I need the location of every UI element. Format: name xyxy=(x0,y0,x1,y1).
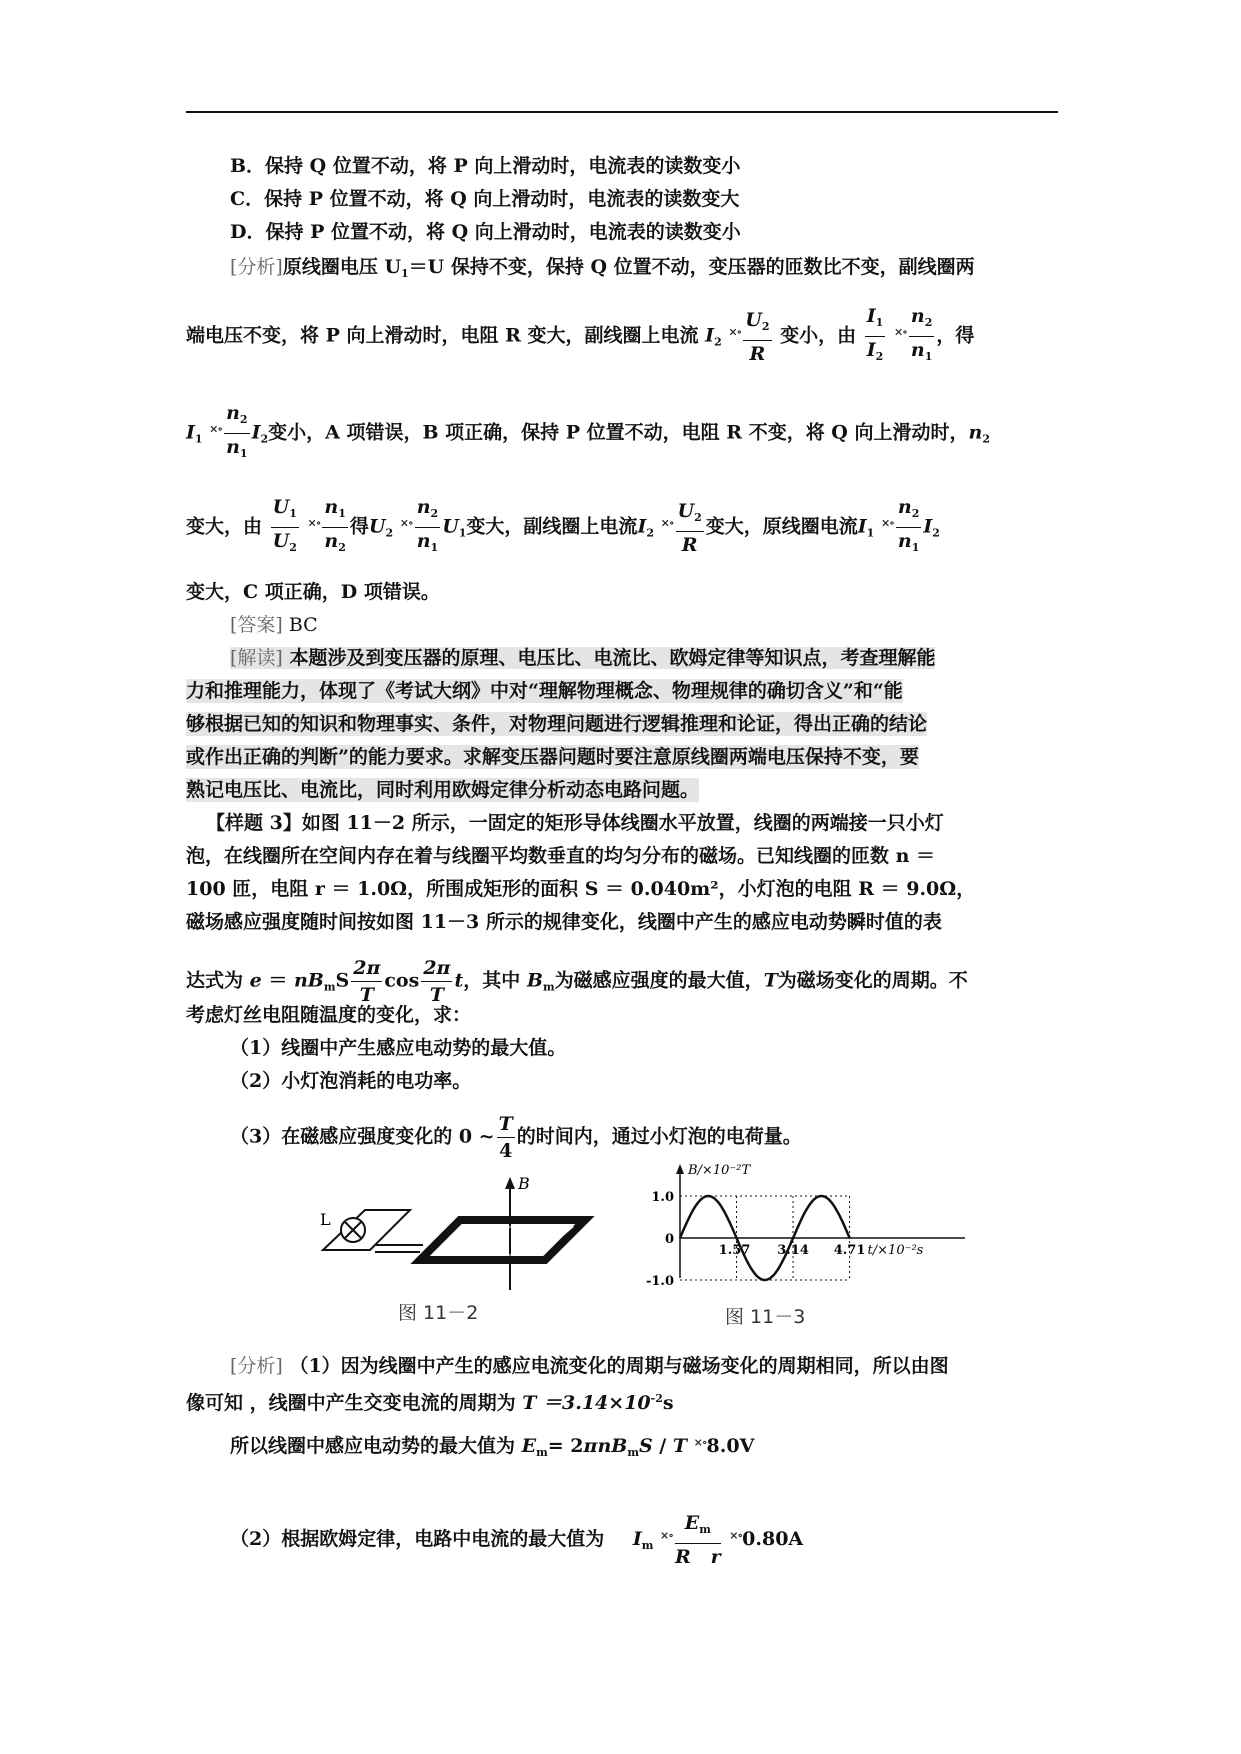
analysis2-line-2: 像可知 ，线圈中产生交变电流的周期为 $T =3.14\times 10^{-2}s$ xyxy=(186,1392,674,1414)
figure-b-t-chart xyxy=(640,1160,970,1285)
x-tick-label: 3.14 xyxy=(777,1243,809,1258)
data-point xyxy=(821,1195,823,1197)
analysis2-line-3: 所以线圈中感应电动势的最大值为 $E_m= 2\pi nB_mS / T$ ×∘8.0V xyxy=(230,1435,755,1459)
analysis-line-1: [分析]原线圈电压 $U_1=U$ 保持不变，保持 Q 位置不动，变压器的匝数比不变，副线圈两 xyxy=(230,256,975,280)
problem3-line-1: 【样题 3】如图 11－2 所示，一固定的矩形导体线圈水平放置，线圈的两端接一只小灯 xyxy=(206,812,944,834)
data-point xyxy=(849,1237,851,1239)
option-b: B．保持 Q 位置不动，将 P 向上滑动时，电流表的读数变小 xyxy=(230,155,741,177)
problem3-line-3: 100 匝，电阻 r ＝ 1.0Ω，所围成矩形的面积 S ＝ 0.040m²，小灯泡的电阻 R ＝ 9.0Ω， xyxy=(186,878,976,900)
question-3: （3）在磁感应强度变化的 0 ~ $\frac{T}{4}$ 的时间内，通过小灯泡的电荷量。 xyxy=(230,1113,802,1162)
analysis2-line-4: （2）根据欧姆定律，电路中电流的最大值为 $I_m$ ×∘ $\frac{E_m}{\text{R r}}$ ×∘0.80A xyxy=(230,1512,804,1568)
problem3-line-6: 考虑灯丝电阻随温度的变化，求： xyxy=(186,1004,472,1026)
reading-line-3: 够根据已知的知识和物理事实、条件，对物理问题进行逻辑推理和论证，得出正确的结论 xyxy=(186,713,928,735)
data-point xyxy=(707,1195,709,1197)
reading-line-1: [解读] 本题涉及到变压器的原理、电压比、电流比、欧姆定律等知识点，考查理解能 xyxy=(230,647,936,669)
option-d: D．保持 P 位置不动，将 Q 向上滑动时，电流表的读数变小 xyxy=(230,221,741,243)
x-tick-label: 1.57 xyxy=(718,1243,751,1258)
y-axis-label: B/×10⁻²T xyxy=(688,1163,751,1178)
question-1: （1）线圈中产生感应电动势的最大值。 xyxy=(230,1037,567,1059)
answer-line: [答案] BC xyxy=(230,614,318,636)
figure-coil-diagram xyxy=(315,1175,605,1295)
analysis-line-3: $I_1$ ×∘ $\frac{n_2}{n_1}$ $I_2$变小，A 项错误，B 项正确，保持 P 位置不动，电阻 R 不变，将 Q 向上滑动时，$n_2$ xyxy=(186,402,990,460)
y-axis-arrow xyxy=(676,1164,684,1174)
data-point xyxy=(679,1237,681,1239)
header-rule xyxy=(186,111,1058,113)
x-axis-label: t/×10⁻²s xyxy=(867,1243,924,1258)
question-2: （2）小灯泡消耗的电功率。 xyxy=(230,1070,472,1092)
reading-line-4: 或作出正确的判断”的能力要求。求解变压器问题时要注意原线圈两端电压保持不变，要 xyxy=(186,746,919,768)
analysis2-line-1: [分析] （1）因为线圈中产生的感应电流变化的周期与磁场变化的周期相同，所以由图 xyxy=(230,1355,949,1377)
problem3-line-5: 达式为 $e = nB_mS$ $\frac{2\pi}{T}$ cos $\frac{2\pi}{T}$ t，其中 $B_m$为磁感应强度的最大值，T为磁场变化的周期。不 xyxy=(186,957,968,1006)
data-point xyxy=(736,1237,738,1239)
problem3-line-4: 磁场感应强度随时间按如图 11－3 所示的规律变化，线圈中产生的感应电动势瞬时值的表 xyxy=(186,911,942,933)
field-label: B xyxy=(518,1175,530,1193)
reading-line-2: 力和推理能力，体现了《考试大纲》中对“理解物理概念、物理规律的确切含义”和“能 xyxy=(186,680,903,702)
analysis-line-2: 端电压不变，将 P 向上滑动时，电阻 R 变大，副线圈上电流 $I_2$ ×∘ $\frac{U_2}{R}$ 变小，由 $\frac{I_1}{I_2}$ ×∘ $\frac{n_2}{n_1}$ ，得 xyxy=(186,305,975,365)
analysis-line-4: 变大，由 $\frac{U_1}{U_2}$ ×∘ $\frac{n_1}{n_2}$ 得$U_2$ ×∘ $\frac{n_2}{n_1}$ $U_1$变大，副线圈上电流$I_2$ ×∘ $\frac{U_2}{R}$ 变大，原线圈电流$I_1$ ×∘ $\frac{n_2}{n_1}$ $I_2$ xyxy=(186,496,940,556)
x-tick-label: 4.71 xyxy=(833,1243,866,1258)
y-tick-label: -1.0 xyxy=(645,1274,674,1285)
problem3-line-2: 泡，在线圈所在空间内存在着与线圈平均数垂直的均匀分布的磁场。已知线圈的匝数 n ＝ xyxy=(186,845,936,867)
y-tick-label: 1.0 xyxy=(651,1190,674,1205)
option-c: C．保持 P 位置不动，将 Q 向上滑动时，电流表的读数变大 xyxy=(230,188,740,210)
reading-line-5: 熟记电压比、电流比，同时利用欧姆定律分析动态电路问题。 xyxy=(186,779,700,801)
figure-11-3-caption: 图 11－3 xyxy=(725,1306,806,1328)
analysis-line-5: 变大，C 项正确，D 项错误。 xyxy=(186,581,440,603)
figure-11-2-caption: 图 11－2 xyxy=(398,1302,479,1324)
data-point xyxy=(792,1237,794,1239)
lamp-label: L xyxy=(320,1210,331,1229)
y-tick-label: 0 xyxy=(664,1232,674,1247)
data-point xyxy=(764,1279,766,1281)
